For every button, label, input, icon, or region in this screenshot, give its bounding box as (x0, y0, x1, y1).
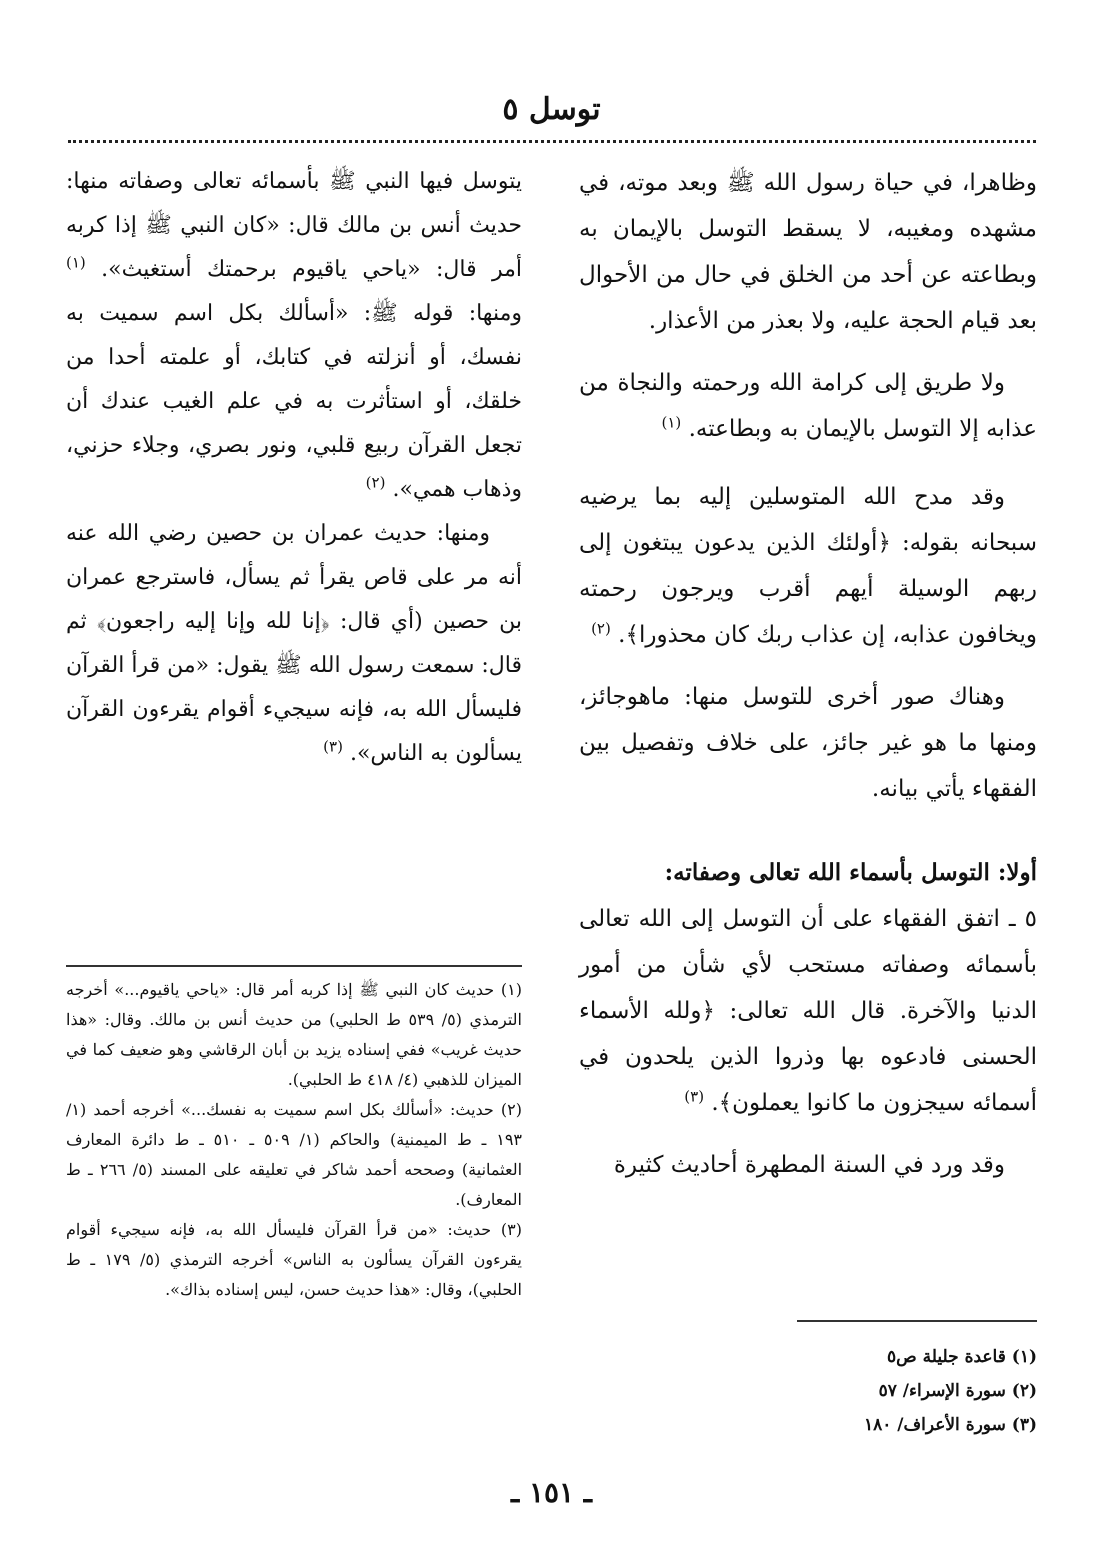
footnote-mark: (٢) (365, 473, 386, 492)
left-paragraph-2: ومنها: حديث عمران بن حصين رضي الله عنه أنه مر على قاص يقرأ ثم يسأل، فاسترجع عمران بن حصين (أي قال: ﴿إنا لله وإنا إليه راجعون﴾ ثم قال: سمعت رسول الله ﷺ يقول: «من قرأ القرآن فليسأل الله به، فإنه سيجيء أقوام يقرءون القرآن يسألون به الناس». $^{(٣)}$ (66, 521, 522, 766)
left-footnote-rule (66, 965, 522, 967)
footnote-item: (٢) سورة الإسراء/ ٥٧ (878, 1381, 1037, 1401)
footnote-mark: (٢) (591, 619, 611, 638)
left-footnotes (66, 975, 522, 1305)
right-paragraph-4: وهناك صور أخرى للتوسل منها: ماهوجائز، ومنها ما هو غير جائز، على خلاف وتفصيل بين الفقهاء يأتي بيانه. (579, 684, 1037, 802)
footnote-mark: (٣) (323, 737, 343, 756)
page-number: ـ ١٥١ ـ (510, 1476, 593, 1509)
right-footnotes (579, 1340, 1037, 1442)
running-header-title: توسل ٥ (502, 92, 601, 127)
footnote-item: (١) قاعدة جليلة ص٥ (887, 1347, 1037, 1367)
footnote-mark: (١) (66, 253, 86, 272)
right-column (579, 160, 1037, 1188)
footnote-mark: (٣) (684, 1087, 705, 1106)
footnote-item: (٢) حديث: «أسألك بكل اسم سميت به نفسك...» أخرجه أحمد (١/ ١٩٣ ـ ط الميمنية) والحاكم (١/ ٥٠٩ ـ ٥١٠ ـ ط دائرة المعارف العثمانية) وصححه أحمد شاكر في تعليقه على المسند (٥/ ٢٦٦ ـ ط المعارف). (66, 1100, 523, 1209)
right-paragraph-3: وقد مدح الله المتوسلين إليه بما يرضيه سبحانه بقوله: ﴿أولئك الذين يدعون يبتغون إلى ربهم الوسيلة أيهم أقرب ويرجون رحمته ويخافون عذابه، إن عذاب ربك كان محذورا﴾. $^{(٢)}$ (579, 484, 1037, 648)
footnote-item: (٣) حديث: «من قرأ القرآن فليسأل الله به، فإنه سيجيء أقوام يقرءون القرآن يسألون به الناس» أخرجه الترمذي (٥/ ١٧٩ ـ ط الحلبي)، وقال: «هذا حديث حسن، ليس إسناده بذاك». (66, 1220, 523, 1299)
right-paragraph-6: وقد ورد في السنة المطهرة أحاديث كثيرة (613, 1152, 1005, 1178)
footnote-item: (٣) سورة الأعراف/ ١٨٠ (863, 1415, 1037, 1435)
right-paragraph-1: وظاهرا، في حياة رسول الله ﷺ وبعد موته، في مشهده ومغيبه، لا يسقط التوسل بالإيمان به وبطاعته عن أحد من الخلق في حال من الأحوال بعد قيام الحجة عليه، ولا بعذر من الأعذار. (579, 170, 1037, 334)
right-footnote-rule (797, 1320, 1037, 1322)
left-column (66, 160, 522, 776)
section-heading: أولا: التوسل بأسماء الله تعالى وصفاته: (664, 859, 1037, 886)
footnote-item: (١) حديث كان النبي ﷺ إذا كربه أمر قال: «ياحي ياقيوم...» أخرجه الترمذي (٥/ ٥٣٩ ط الحلبي) من حديث أنس بن مالك. وقال: «هذا حديث غريب» ففي إسناده يزيد بن أبان الرقاشي وهو ضعيف كما في الميزان للذهبي (٤/ ٤١٨ ط الحلبي). (66, 980, 523, 1089)
left-paragraph-1: يتوسل فيها النبي ﷺ بأسمائه تعالى وصفاته منها: حديث أنس بن مالك قال: «كان النبي ﷺ إذا كربه أمر قال: «ياحي ياقيوم برحمتك أستغيث». $^{(١)}$ ومنها: قوله ﷺ: «أسألك بكل اسم سميت به نفسك، أو أنزلته في كتابك، أو علمته أحدا من خلقك، أو استأثرت به في علم الغيب عندك أن تجعل القرآن ربيع قلبي، ونور بصري، وجلاء حزني، وذهاب همي». $^{(٢)}$ (66, 169, 522, 502)
right-paragraph-2: ولا طريق إلى كرامة الله ورحمته والنجاة من عذابه إلا التوسل بالإيمان به وبطاعته. $^{(١)}$ (579, 370, 1037, 442)
footnote-mark: (١) (661, 413, 682, 432)
header-dotted-rule (68, 140, 1036, 143)
right-paragraph-5: ٥ ـ اتفق الفقهاء على أن التوسل إلى الله تعالى بأسمائه وصفاته مستحب لأي شأن من أمور الدنيا والآخرة. قال الله تعالى: ﴿ولله الأسماء الحسنى فادعوه بها وذروا الذين يلحدون في أسمائه سيجزون ما كانوا يعملون﴾. $^{(٣)}$ (579, 906, 1038, 1116)
